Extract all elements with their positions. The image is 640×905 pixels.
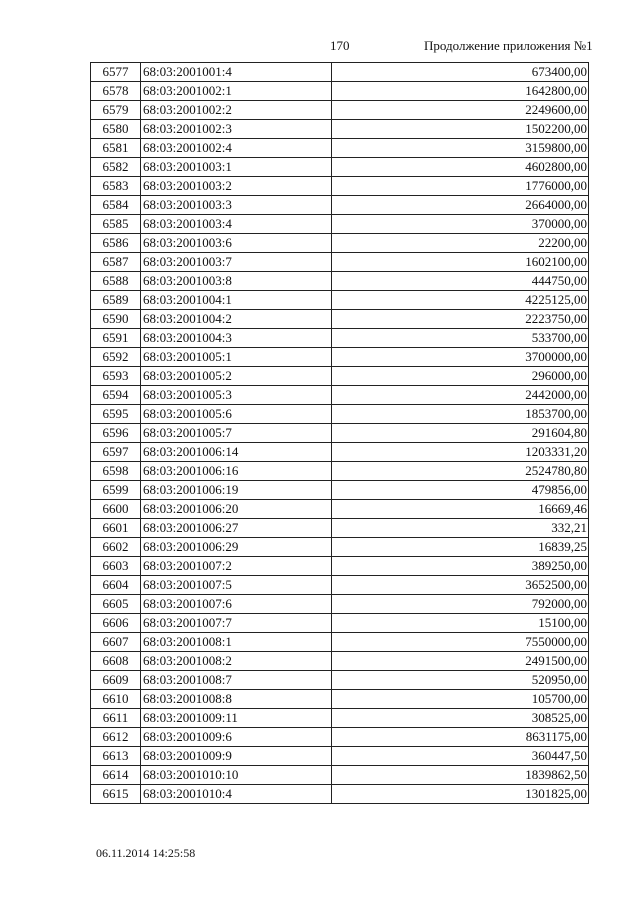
- row-number: 6601: [91, 519, 141, 538]
- row-number: 6602: [91, 538, 141, 557]
- table-row: [91, 462, 589, 481]
- row-number: 6598: [91, 462, 141, 481]
- row-number: 6604: [91, 576, 141, 595]
- row-number: 6588: [91, 272, 141, 291]
- table-row: [91, 766, 589, 785]
- row-number: 6597: [91, 443, 141, 462]
- table-row: [91, 367, 589, 386]
- cadastral-value: 479856,00: [332, 481, 589, 500]
- table-row: [91, 614, 589, 633]
- cadastral-number: 68:03:2001003:8: [141, 272, 332, 291]
- table-row: [91, 310, 589, 329]
- table-row: [91, 177, 589, 196]
- row-number: 6611: [91, 709, 141, 728]
- cadastral-value: 332,21: [332, 519, 589, 538]
- cadastral-value: 16839,25: [332, 538, 589, 557]
- table-row: [91, 633, 589, 652]
- cadastral-value: 533700,00: [332, 329, 589, 348]
- cadastral-value: 105700,00: [332, 690, 589, 709]
- cadastral-number: 68:03:2001006:29: [141, 538, 332, 557]
- cadastral-value: 2223750,00: [332, 310, 589, 329]
- cadastral-value: 1301825,00: [332, 785, 589, 804]
- row-number: 6578: [91, 82, 141, 101]
- table-row: [91, 291, 589, 310]
- row-number: 6583: [91, 177, 141, 196]
- page-number: 170: [330, 38, 350, 53]
- cadastral-number: 68:03:2001006:27: [141, 519, 332, 538]
- cadastral-number: 68:03:2001006:20: [141, 500, 332, 519]
- cadastral-value: 4602800,00: [332, 158, 589, 177]
- cadastral-number: 68:03:2001008:8: [141, 690, 332, 709]
- row-number: 6608: [91, 652, 141, 671]
- cadastral-value: 308525,00: [332, 709, 589, 728]
- cadastral-value: 2249600,00: [332, 101, 589, 120]
- cadastral-value: 1642800,00: [332, 82, 589, 101]
- cadastral-value: 1602100,00: [332, 253, 589, 272]
- cadastral-value: 444750,00: [332, 272, 589, 291]
- table-row: [91, 785, 589, 804]
- row-number: 6586: [91, 234, 141, 253]
- table-row: [91, 253, 589, 272]
- cadastral-value: 370000,00: [332, 215, 589, 234]
- cadastral-number: 68:03:2001003:2: [141, 177, 332, 196]
- cadastral-number: 68:03:2001008:2: [141, 652, 332, 671]
- continuation-note: Продолжение приложения №1: [424, 38, 593, 53]
- table-row: [91, 671, 589, 690]
- table-row: [91, 158, 589, 177]
- table-row: [91, 215, 589, 234]
- row-number: 6579: [91, 101, 141, 120]
- cadastral-number: 68:03:2001003:1: [141, 158, 332, 177]
- table-row: [91, 747, 589, 766]
- row-number: 6587: [91, 253, 141, 272]
- table-row: [91, 120, 589, 139]
- row-number: 6607: [91, 633, 141, 652]
- table-row: [91, 234, 589, 253]
- cadastral-number: 68:03:2001005:2: [141, 367, 332, 386]
- cadastral-number: 68:03:2001008:1: [141, 633, 332, 652]
- row-number: 6589: [91, 291, 141, 310]
- cadastral-value: 1203331,20: [332, 443, 589, 462]
- row-number: 6603: [91, 557, 141, 576]
- table-row: [91, 595, 589, 614]
- cadastral-number: 68:03:2001006:14: [141, 443, 332, 462]
- table-row: [91, 728, 589, 747]
- table-row: [91, 443, 589, 462]
- table-row: [91, 196, 589, 215]
- cadastral-value: 16669,46: [332, 500, 589, 519]
- cadastral-value: 389250,00: [332, 557, 589, 576]
- row-number: 6584: [91, 196, 141, 215]
- cadastral-number: 68:03:2001009:6: [141, 728, 332, 747]
- cadastral-value: 1502200,00: [332, 120, 589, 139]
- table-row: [91, 272, 589, 291]
- row-number: 6605: [91, 595, 141, 614]
- cadastral-value: 296000,00: [332, 367, 589, 386]
- row-number: 6590: [91, 310, 141, 329]
- cadastral-number: 68:03:2001002:2: [141, 101, 332, 120]
- cadastral-value: 8631175,00: [332, 728, 589, 747]
- cadastral-number: 68:03:2001009:11: [141, 709, 332, 728]
- table-row: [91, 481, 589, 500]
- row-number: 6594: [91, 386, 141, 405]
- row-number: 6596: [91, 424, 141, 443]
- table-row: [91, 139, 589, 158]
- cadastral-value: 1776000,00: [332, 177, 589, 196]
- cadastral-number: 68:03:2001006:19: [141, 481, 332, 500]
- cadastral-value: 792000,00: [332, 595, 589, 614]
- table-row: [91, 709, 589, 728]
- cadastral-value: 2442000,00: [332, 386, 589, 405]
- cadastral-number: 68:03:2001004:3: [141, 329, 332, 348]
- table-row: [91, 348, 589, 367]
- cadastral-number: 68:03:2001004:2: [141, 310, 332, 329]
- cadastral-number: 68:03:2001005:7: [141, 424, 332, 443]
- cadastral-value: 673400,00: [332, 63, 589, 82]
- cadastral-value: 3700000,00: [332, 348, 589, 367]
- cadastral-number: 68:03:2001007:6: [141, 595, 332, 614]
- row-number: 6580: [91, 120, 141, 139]
- row-number: 6585: [91, 215, 141, 234]
- cadastral-value: 2664000,00: [332, 196, 589, 215]
- cadastral-value: 360447,50: [332, 747, 589, 766]
- cadastral-number: 68:03:2001010:10: [141, 766, 332, 785]
- cadastral-value: 3159800,00: [332, 139, 589, 158]
- cadastral-number: 68:03:2001007:2: [141, 557, 332, 576]
- table-row: [91, 329, 589, 348]
- table-body: [91, 63, 589, 804]
- row-number: 6615: [91, 785, 141, 804]
- table-row: [91, 82, 589, 101]
- cadastral-value: 7550000,00: [332, 633, 589, 652]
- cadastral-number: 68:03:2001008:7: [141, 671, 332, 690]
- cadastral-number: 68:03:2001002:4: [141, 139, 332, 158]
- cadastral-number: 68:03:2001009:9: [141, 747, 332, 766]
- cadastral-value: 1853700,00: [332, 405, 589, 424]
- table-row: [91, 63, 589, 82]
- cadastral-number: 68:03:2001003:7: [141, 253, 332, 272]
- row-number: 6614: [91, 766, 141, 785]
- table-row: [91, 386, 589, 405]
- table-row: [91, 405, 589, 424]
- cadastral-value: 1839862,50: [332, 766, 589, 785]
- table-row: [91, 538, 589, 557]
- cadastral-number: 68:03:2001003:4: [141, 215, 332, 234]
- cadastral-value: 15100,00: [332, 614, 589, 633]
- row-number: 6577: [91, 63, 141, 82]
- cadastral-number: 68:03:2001004:1: [141, 291, 332, 310]
- table-row: [91, 500, 589, 519]
- cadastral-value: 4225125,00: [332, 291, 589, 310]
- row-number: 6612: [91, 728, 141, 747]
- cadastral-value: 291604,80: [332, 424, 589, 443]
- cadastral-number: 68:03:2001005:1: [141, 348, 332, 367]
- table-row: [91, 690, 589, 709]
- row-number: 6609: [91, 671, 141, 690]
- row-number: 6591: [91, 329, 141, 348]
- table-row: [91, 576, 589, 595]
- cadastral-number: 68:03:2001005:6: [141, 405, 332, 424]
- cadastral-value: 3652500,00: [332, 576, 589, 595]
- cadastral-number: 68:03:2001002:3: [141, 120, 332, 139]
- row-number: 6581: [91, 139, 141, 158]
- row-number: 6592: [91, 348, 141, 367]
- table-row: [91, 652, 589, 671]
- row-number: 6610: [91, 690, 141, 709]
- cadastral-number: 68:03:2001001:4: [141, 63, 332, 82]
- cadastral-number: 68:03:2001010:4: [141, 785, 332, 804]
- cadastral-number: 68:03:2001003:6: [141, 234, 332, 253]
- print-timestamp: 06.11.2014 14:25:58: [96, 846, 196, 860]
- cadastral-number: 68:03:2001007:7: [141, 614, 332, 633]
- row-number: 6593: [91, 367, 141, 386]
- table-row: [91, 519, 589, 538]
- table-row: [91, 101, 589, 120]
- cadastral-value: 2524780,80: [332, 462, 589, 481]
- row-number: 6595: [91, 405, 141, 424]
- cadastral-number: 68:03:2001006:16: [141, 462, 332, 481]
- table-row: [91, 424, 589, 443]
- cadastral-number: 68:03:2001002:1: [141, 82, 332, 101]
- row-number: 6606: [91, 614, 141, 633]
- cadastral-value: 22200,00: [332, 234, 589, 253]
- cadastral-value-table: [90, 62, 589, 804]
- row-number: 6582: [91, 158, 141, 177]
- cadastral-value: 520950,00: [332, 671, 589, 690]
- row-number: 6613: [91, 747, 141, 766]
- row-number: 6599: [91, 481, 141, 500]
- row-number: 6600: [91, 500, 141, 519]
- cadastral-value: 2491500,00: [332, 652, 589, 671]
- table-row: [91, 557, 589, 576]
- cadastral-number: 68:03:2001007:5: [141, 576, 332, 595]
- cadastral-number: 68:03:2001003:3: [141, 196, 332, 215]
- cadastral-number: 68:03:2001005:3: [141, 386, 332, 405]
